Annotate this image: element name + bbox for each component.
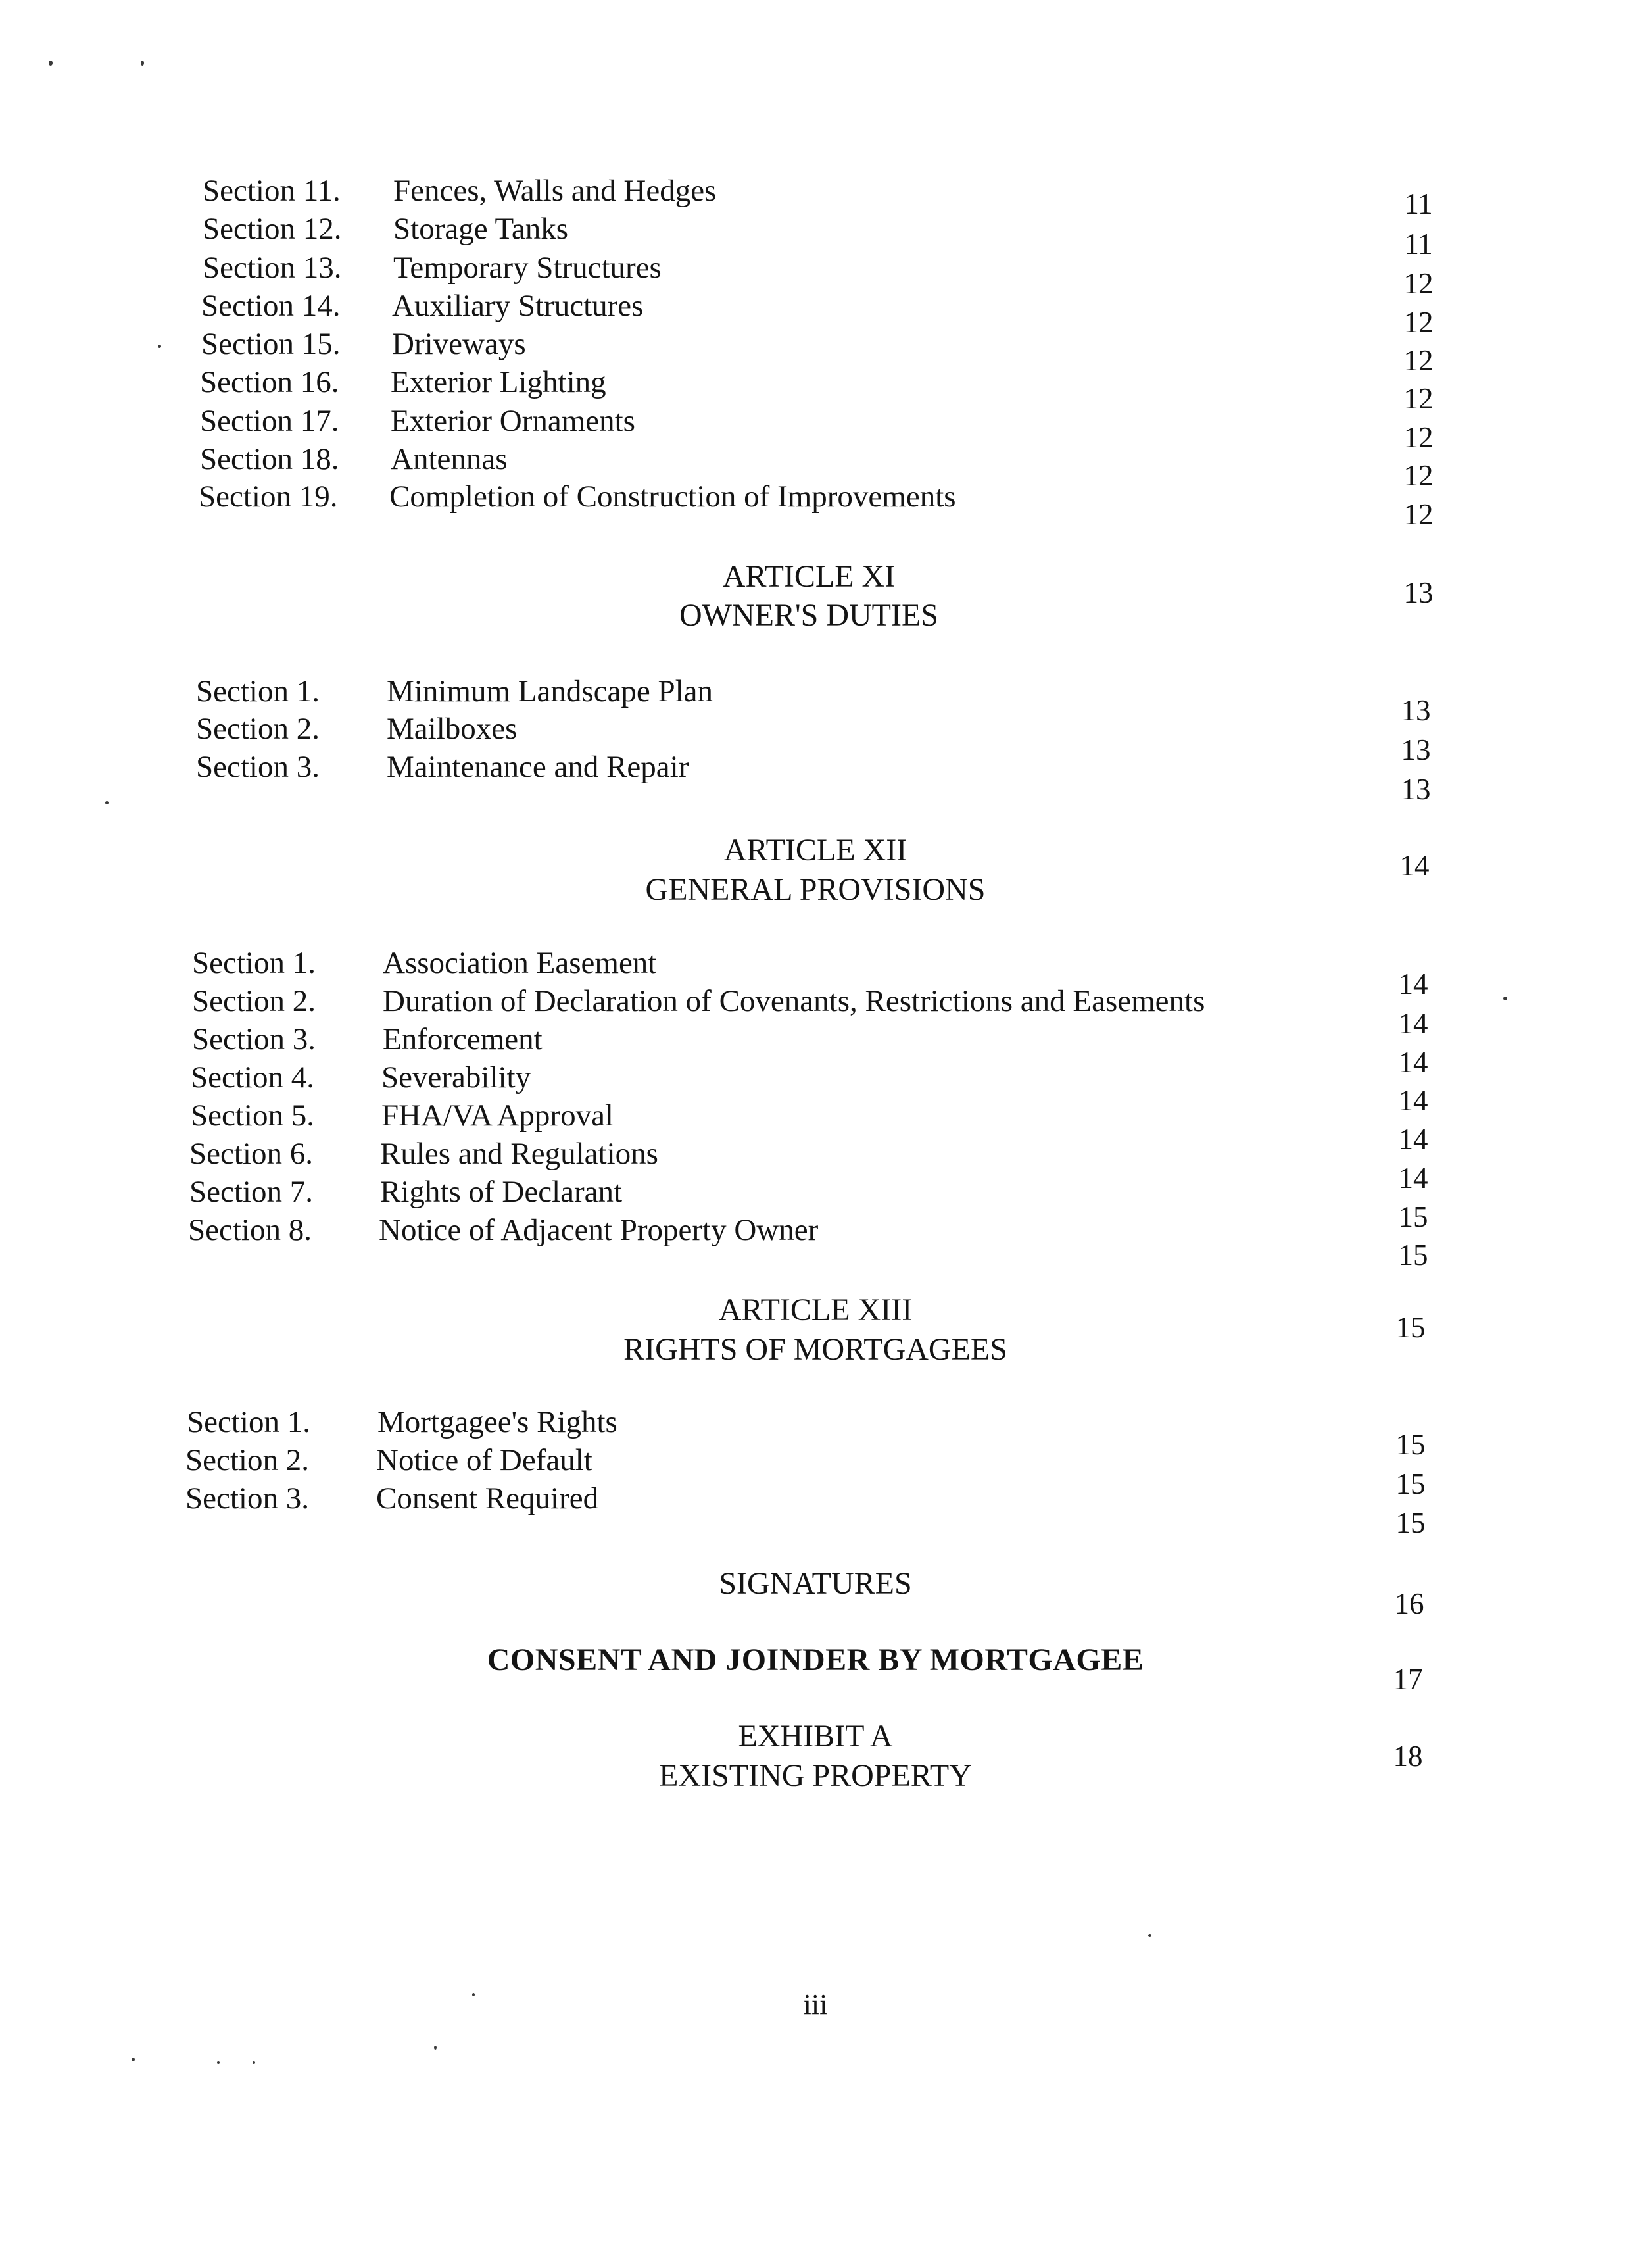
consent-heading: CONSENT AND JOINDER BY MORTGAGEE xyxy=(487,1642,1144,1677)
section-title: FHA/VA Approval xyxy=(381,1098,614,1133)
section-title: Auxiliary Structures xyxy=(392,289,644,323)
page-number: 12 xyxy=(1403,306,1434,339)
section-number: Section 11. xyxy=(203,174,341,208)
section-title: Fences, Walls and Hedges xyxy=(393,174,717,208)
page-number: 14 xyxy=(1398,1123,1428,1156)
page-number: 12 xyxy=(1403,459,1434,492)
page-number: 12 xyxy=(1403,421,1434,454)
article-title: OWNER'S DUTIES xyxy=(679,598,938,633)
section-number: Section 14. xyxy=(201,289,341,323)
page-number: 14 xyxy=(1398,1046,1428,1079)
section-title: Completion of Construction of Improvements xyxy=(389,480,956,514)
article-page-number: 15 xyxy=(1395,1311,1426,1344)
section-number: Section 19. xyxy=(199,480,338,514)
section-title: Rules and Regulations xyxy=(380,1137,658,1171)
page-number: 12 xyxy=(1403,382,1434,415)
section-title: Storage Tanks xyxy=(393,212,569,246)
article-title: RIGHTS OF MORTGAGEES xyxy=(623,1332,1007,1367)
section-number: Section 2. xyxy=(192,984,316,1018)
section-title: Association Easement xyxy=(383,946,657,980)
scan-speck xyxy=(253,2061,255,2064)
section-number: Section 3. xyxy=(192,1022,316,1056)
section-title: Mortgagee's Rights xyxy=(377,1405,617,1439)
section-title: Temporary Structures xyxy=(393,251,662,285)
section-number: Section 13. xyxy=(203,251,342,285)
article-number: ARTICLE XI xyxy=(722,559,896,594)
section-title: Minimum Landscape Plan xyxy=(387,674,713,708)
section-title: Enforcement xyxy=(383,1022,543,1056)
page-number: 15 xyxy=(1395,1506,1426,1539)
page-number: 15 xyxy=(1395,1428,1426,1461)
consent-page-number: 17 xyxy=(1393,1663,1423,1696)
page-footer-number: iii xyxy=(803,1988,828,2021)
scan-speck xyxy=(217,2061,220,2064)
page-number: 14 xyxy=(1398,968,1428,1000)
section-number: Section 8. xyxy=(188,1213,312,1247)
section-number: Section 12. xyxy=(203,212,342,246)
section-number: Section 16. xyxy=(200,365,339,399)
scan-speck xyxy=(105,801,109,804)
section-number: Section 1. xyxy=(196,674,320,708)
scan-speck xyxy=(49,61,53,66)
page-number: 15 xyxy=(1398,1200,1428,1233)
section-number: Section 6. xyxy=(189,1137,313,1171)
page-number: 11 xyxy=(1404,228,1433,260)
page-number: 13 xyxy=(1401,694,1431,727)
article-number: ARTICLE XII xyxy=(723,833,907,868)
page-number: 11 xyxy=(1404,187,1433,220)
page-number: 14 xyxy=(1398,1162,1428,1195)
section-title: Rights of Declarant xyxy=(380,1175,623,1209)
page-number: 13 xyxy=(1401,773,1431,806)
page-number: 12 xyxy=(1403,498,1434,531)
section-title: Antennas xyxy=(391,442,508,476)
scan-speck xyxy=(1148,1934,1151,1937)
section-number: Section 1. xyxy=(192,946,316,980)
section-title: Exterior Lighting xyxy=(391,365,606,399)
page-number: 15 xyxy=(1398,1239,1428,1271)
section-number: Section 2. xyxy=(196,712,320,746)
scan-speck xyxy=(158,345,161,348)
section-number: Section 18. xyxy=(200,442,339,476)
section-title: Severability xyxy=(381,1060,531,1095)
exhibit-title: EXISTING PROPERTY xyxy=(659,1758,972,1793)
section-number: Section 1. xyxy=(187,1405,310,1439)
section-title: Duration of Declaration of Covenants, Restrictions and Easements xyxy=(383,984,1205,1018)
page-number: 12 xyxy=(1403,267,1434,300)
article-page-number: 13 xyxy=(1403,576,1434,609)
section-number: Section 4. xyxy=(191,1060,314,1095)
article-number: ARTICLE XIII xyxy=(718,1293,913,1327)
scan-speck xyxy=(472,1993,475,1996)
signatures-page-number: 16 xyxy=(1394,1587,1424,1620)
page-number: 12 xyxy=(1403,344,1434,377)
article-page-number: 14 xyxy=(1399,849,1430,882)
article-title: GENERAL PROVISIONS xyxy=(645,872,986,907)
section-number: Section 3. xyxy=(185,1481,309,1516)
page-number: 14 xyxy=(1398,1007,1428,1040)
exhibit-number: EXHIBIT A xyxy=(738,1719,893,1754)
scan-speck xyxy=(1503,997,1507,1000)
signatures-heading: SIGNATURES xyxy=(719,1566,912,1601)
page-number: 14 xyxy=(1398,1084,1428,1117)
section-number: Section 17. xyxy=(200,404,339,438)
scan-speck xyxy=(141,61,144,66)
section-title: Notice of Adjacent Property Owner xyxy=(379,1213,819,1247)
section-number: Section 2. xyxy=(185,1443,309,1477)
section-number: Section 15. xyxy=(201,327,341,361)
scan-speck xyxy=(132,2058,135,2061)
scan-speck xyxy=(434,2046,437,2050)
section-title: Consent Required xyxy=(376,1481,599,1516)
page-number: 13 xyxy=(1401,733,1431,766)
section-title: Driveways xyxy=(392,327,526,361)
section-title: Maintenance and Repair xyxy=(387,750,689,784)
section-title: Notice of Default xyxy=(376,1443,592,1477)
section-number: Section 3. xyxy=(196,750,320,784)
section-number: Section 7. xyxy=(189,1175,313,1209)
page-number: 15 xyxy=(1395,1467,1426,1500)
section-title: Exterior Ornaments xyxy=(391,404,635,438)
exhibit-page-number: 18 xyxy=(1393,1740,1423,1773)
section-title: Mailboxes xyxy=(387,712,518,746)
section-number: Section 5. xyxy=(191,1098,314,1133)
